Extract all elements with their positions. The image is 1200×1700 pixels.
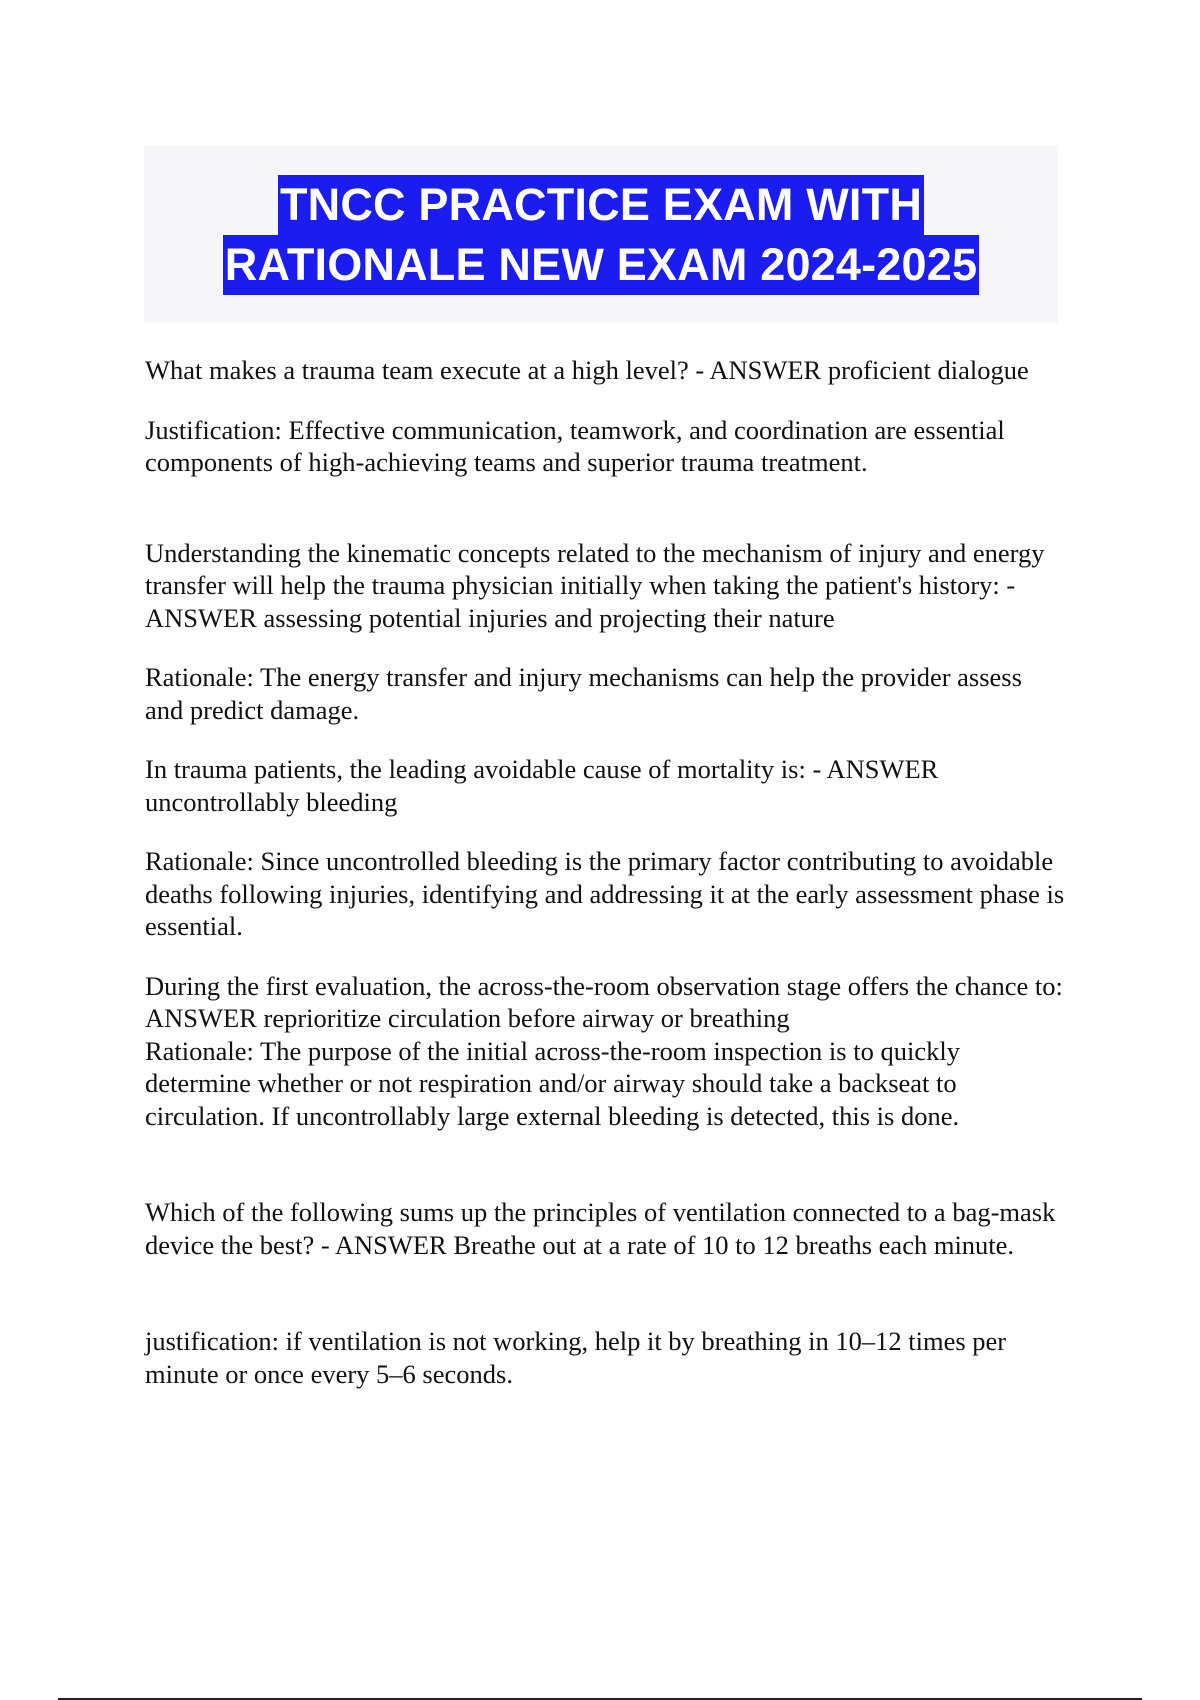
title-banner xyxy=(144,146,1058,323)
question-4: During the first evaluation, the across-the-room observation stage offers the chance to: ANSWER reprioritize circulation before airway or breathing xyxy=(145,970,1063,1033)
justification-1: Justification: Effective communication, teamwork, and coordination are essential components of high-achieving teams and superior trauma treatment. xyxy=(145,414,1005,477)
rationale-4: Rationale: The purpose of the initial across-the-room inspection is to quickly determine whether or not respiration and/or airway should take a backseat to circulation. If uncontrollably large external bleeding is detected, this is done. xyxy=(145,1035,960,1131)
title-line-1: TNCC PRACTICE EXAM WITH xyxy=(278,175,924,235)
document-body xyxy=(145,354,1065,1390)
question-3: In trauma patients, the leading avoidable cause of mortality is: - ANSWER uncontrollably bleeding xyxy=(145,754,939,817)
question-2: Understanding the kinematic concepts related to the mechanism of injury and energy transfer will help the trauma physician initially when taking the patient's history: - ANSWER assessing potential injuries and projecting their nature xyxy=(145,537,1045,633)
question-1: What makes a trauma team execute at a high level? - ANSWER proficient dialogue xyxy=(145,355,1029,385)
rationale-2: Rationale: The energy transfer and injury mechanisms can help the provider assess and predict damage. xyxy=(145,662,1022,725)
justification-5: justification: if ventilation is not working, help it by breathing in 10–12 times per minute or once every 5–6 seconds. xyxy=(145,1326,1007,1389)
question-5: Which of the following sums up the principles of ventilation connected to a bag-mask device the best? - ANSWER Breathe out at a rate of 10 to 12 breaths each minute. xyxy=(145,1197,1056,1260)
title-line-2: RATIONALE NEW EXAM 2024-2025 xyxy=(223,235,979,295)
rationale-3: Rationale: Since uncontrolled bleeding is the primary factor contributing to avoidable deaths following injuries, identifying and addressing it at the early assessment phase is essential. xyxy=(145,846,1065,941)
